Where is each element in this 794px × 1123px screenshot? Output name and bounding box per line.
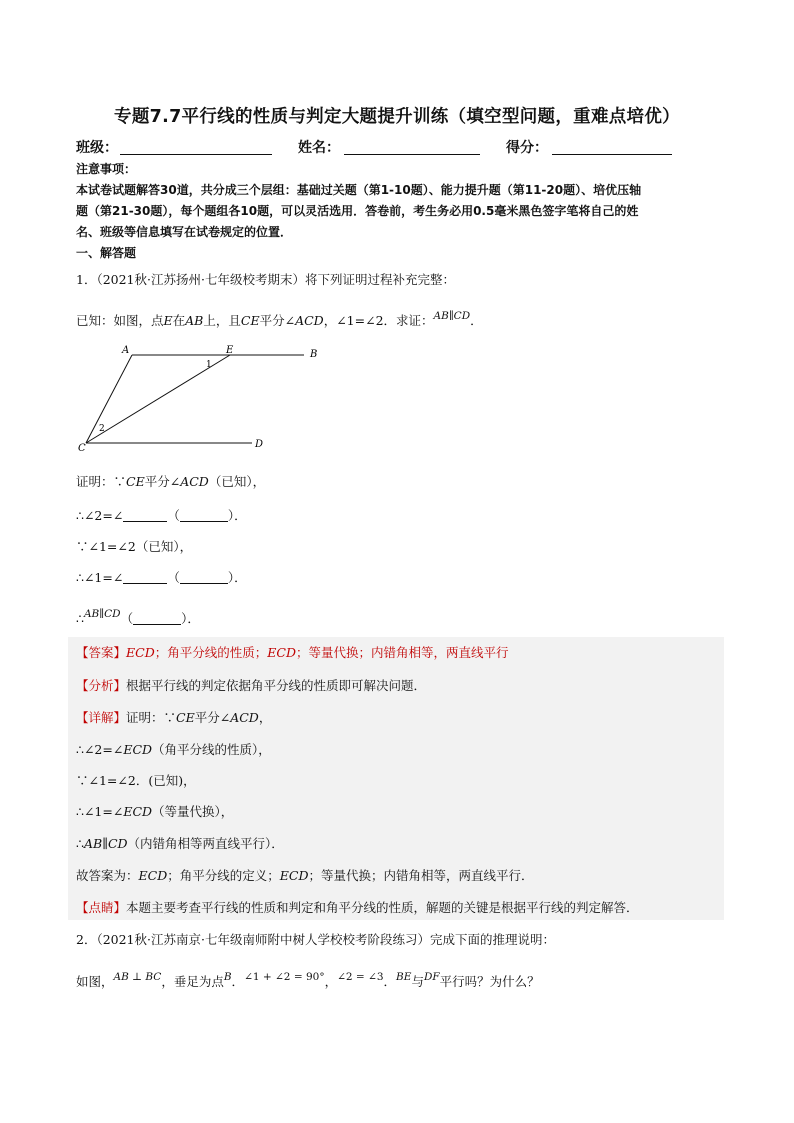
notice-line-1: 本试卷试题解答30道，共分成三个层组：基础过关题（第1-10题）、能力提升题（第11-20题）、培优压轴 [76,183,642,197]
blank-5[interactable] [133,612,181,625]
label-e: E [226,345,234,356]
detail-line-2: ∴∠2=∠ECD（角平分线的性质）， [76,742,271,757]
label-c: C [78,443,86,454]
label-angle-2: 2 [99,424,105,434]
detail-line-1: 【详解】证明：∵CE平分∠ACD， [76,710,272,725]
blank-2[interactable] [180,509,228,522]
q1-proof-line-1: 证明：∵CE平分∠ACD（已知）， [76,474,266,489]
blank-4[interactable] [180,571,228,584]
label-d: D [255,439,264,450]
blank-3[interactable] [123,571,167,584]
detail-line-5: ∴AB∥CD（内错角相等两直线平行）． [76,836,284,851]
notice-line-3: 名、班级等信息填写在试卷规定的位置． [76,225,293,239]
q1-proof-line-5: ∴$^{AB\parallel CD}$（ ）． [76,608,200,626]
class-label: 班级： [76,140,118,156]
analysis-line: 【分析】根据平行线的判定依据角平分线的性质即可解决问题． [76,678,427,693]
q1-figure [78,345,338,457]
name-label: 姓名： [298,140,340,156]
notice-heading: 注意事项： [76,162,137,176]
label-angle-1: 1 [206,360,212,370]
line-ac [86,355,132,443]
label-a: A [122,345,130,356]
class-field[interactable] [120,154,272,155]
key-point-line: 【点睛】本题主要考查平行线的性质和判定和角平分线的性质，解题的关键是根据平行线的判定解答． [76,900,639,915]
blank-1[interactable] [123,509,167,522]
final-answer-line: 故答案为：ECD；角平分线的定义；ECD；等量代换；内错角相等，两直线平行． [76,868,534,883]
notice-line-2: 题（第21-30题），每个题组各10题，可以灵活选用．答卷前，考生务必用0.5毫米黑色签字笔将自己的姓 [76,204,639,218]
q2-stem: 2．（2021秋·江苏南京·七年级南师附中树人学校校考阶段练习）完成下面的推理说明： [76,932,555,947]
section-heading: 一、解答题 [76,246,137,260]
name-field[interactable] [344,154,480,155]
q1-proof-line-3: ∵∠1=∠2（已知）， [76,539,193,554]
score-field[interactable] [552,154,672,155]
detail-line-3: ∵∠1=∠2．(已知)， [76,773,196,788]
q1-proof-line-4: ∴∠1=∠ （ ）． [76,570,247,585]
q2-question: 如图，$^{AB \perp BC}$，垂足为点$^B$．$^{\angle 1 + \angle 2 = 90^\circ}$，$^{\angle 2 = \angle 3}$．$^{BE}$与$^{DF}$平行吗？为什么？ [76,971,540,989]
label-b: B [310,349,318,360]
detail-line-4: ∴∠1=∠ECD（等量代换）， [76,804,234,819]
q1-proof-line-2: ∴∠2=∠ （ ）． [76,508,247,523]
q1-stem: 1．（2021秋·江苏扬州·七年级校考期末）将下列证明过程补充完整： [76,272,455,287]
score-label: 得分： [506,140,548,156]
q1-given-formula: AB∥CD [433,310,471,322]
answer-line: 【答案】ECD；角平分线的性质；ECD；等量代换；内错角相等，两直线平行 [76,645,509,660]
page-title: 专题7.7平行线的性质与判定大题提升训练（填空型问题，重难点培优） [114,107,680,127]
q1-given: 已知：如图，点E在AB上，且CE平分∠ACD，∠1=∠2．求证：$^{AB\parallel CD}$． [76,310,483,328]
